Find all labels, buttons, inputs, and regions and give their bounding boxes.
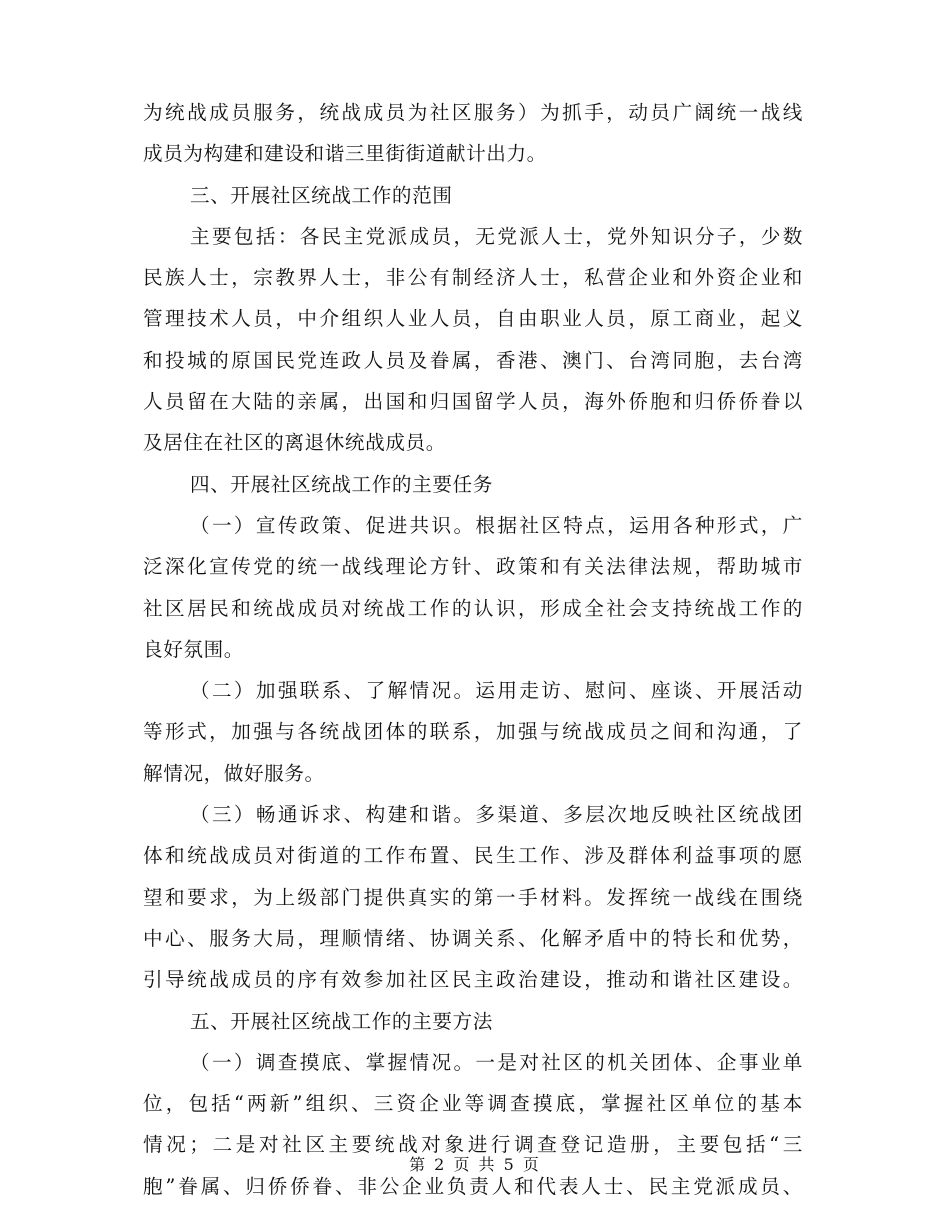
page-footer: 第 2 页 共 5 页 xyxy=(409,1155,541,1174)
text-line: 良好氛围。 xyxy=(143,637,244,661)
text-line: （一）调查摸底、掌握情况。一是对社区的机关团体、企事业单 xyxy=(190,1050,803,1074)
text-line: 及居住在社区的离退休统战成员。 xyxy=(143,431,446,455)
text-line: 位，包括“两新”组织、三资企业等调查摸底，掌握社区单位的基本 xyxy=(143,1092,803,1116)
document-body xyxy=(143,92,803,1207)
text-line: 主要包括：各民主党派成员，无党派人士，党外知识分子，少数 xyxy=(190,224,803,248)
text-line: 胞”眷属、归侨侨眷、非公企业负责人和代表人士、民主党派成员、 xyxy=(143,1174,803,1198)
text-line: 社区居民和统战成员对统战工作的认识，形成全社会支持统战工作的 xyxy=(143,596,803,620)
text-line: 管理技术人员，中介组织人业人员，自由职业人员，原工商业，起义 xyxy=(143,307,803,331)
text-line: （三）畅通诉求、构建和谐。多渠道、多层次地反映社区统战团 xyxy=(190,803,803,827)
text-line: 中心、服务大局，理顺情绪、协调关系、化解矛盾中的特长和优势， xyxy=(143,926,803,950)
text-line: 和投城的原国民党连政人员及眷属，香港、澳门、台湾同胞，去台湾 xyxy=(143,348,803,372)
text-line: 成员为构建和建设和谐三里街街道献计出力。 xyxy=(143,142,547,166)
text-line: 情况；二是对社区主要统战对象进行调查登记造册，主要包括“三 xyxy=(143,1133,803,1157)
text-line: 望和要求，为上级部门提供真实的第一手材料。发挥统一战线在围绕 xyxy=(143,885,803,909)
text-line: 三、开展社区统战工作的范围 xyxy=(190,183,453,207)
text-line: 引导统战成员的序有效参加社区民主政治建设，推动和谐社区建设。 xyxy=(143,968,803,992)
text-line: （二）加强联系、了解情况。运用走访、慰问、座谈、开展活动 xyxy=(190,679,803,703)
text-line: 民族人士，宗教界人士，非公有制经济人士，私营企业和外资企业和 xyxy=(143,266,803,290)
text-line: （一）宣传政策、促进共识。根据社区特点，运用各种形式，广 xyxy=(190,513,803,537)
text-line: 四、开展社区统战工作的主要任务 xyxy=(190,472,493,496)
text-line: 人员留在大陆的亲属，出国和归国留学人员，海外侨胞和归侨侨眷以 xyxy=(143,390,803,414)
text-line: 等形式，加强与各统战团体的联系，加强与统战成员之间和沟通，了 xyxy=(143,720,803,744)
text-line: 解情况，做好服务。 xyxy=(143,761,325,785)
text-line: 五、开展社区统战工作的主要方法 xyxy=(190,1009,493,1033)
text-line: 泛深化宣传党的统一战线理论方针、政策和有关法律法规，帮助城市 xyxy=(143,555,803,579)
text-line: 为统战成员服务，统战成员为社区服务）为抓手，动员广阔统一战线 xyxy=(143,101,803,124)
text-line: 体和统战成员对街道的工作布置、民生工作、涉及群体利益事项的愿 xyxy=(143,844,803,868)
